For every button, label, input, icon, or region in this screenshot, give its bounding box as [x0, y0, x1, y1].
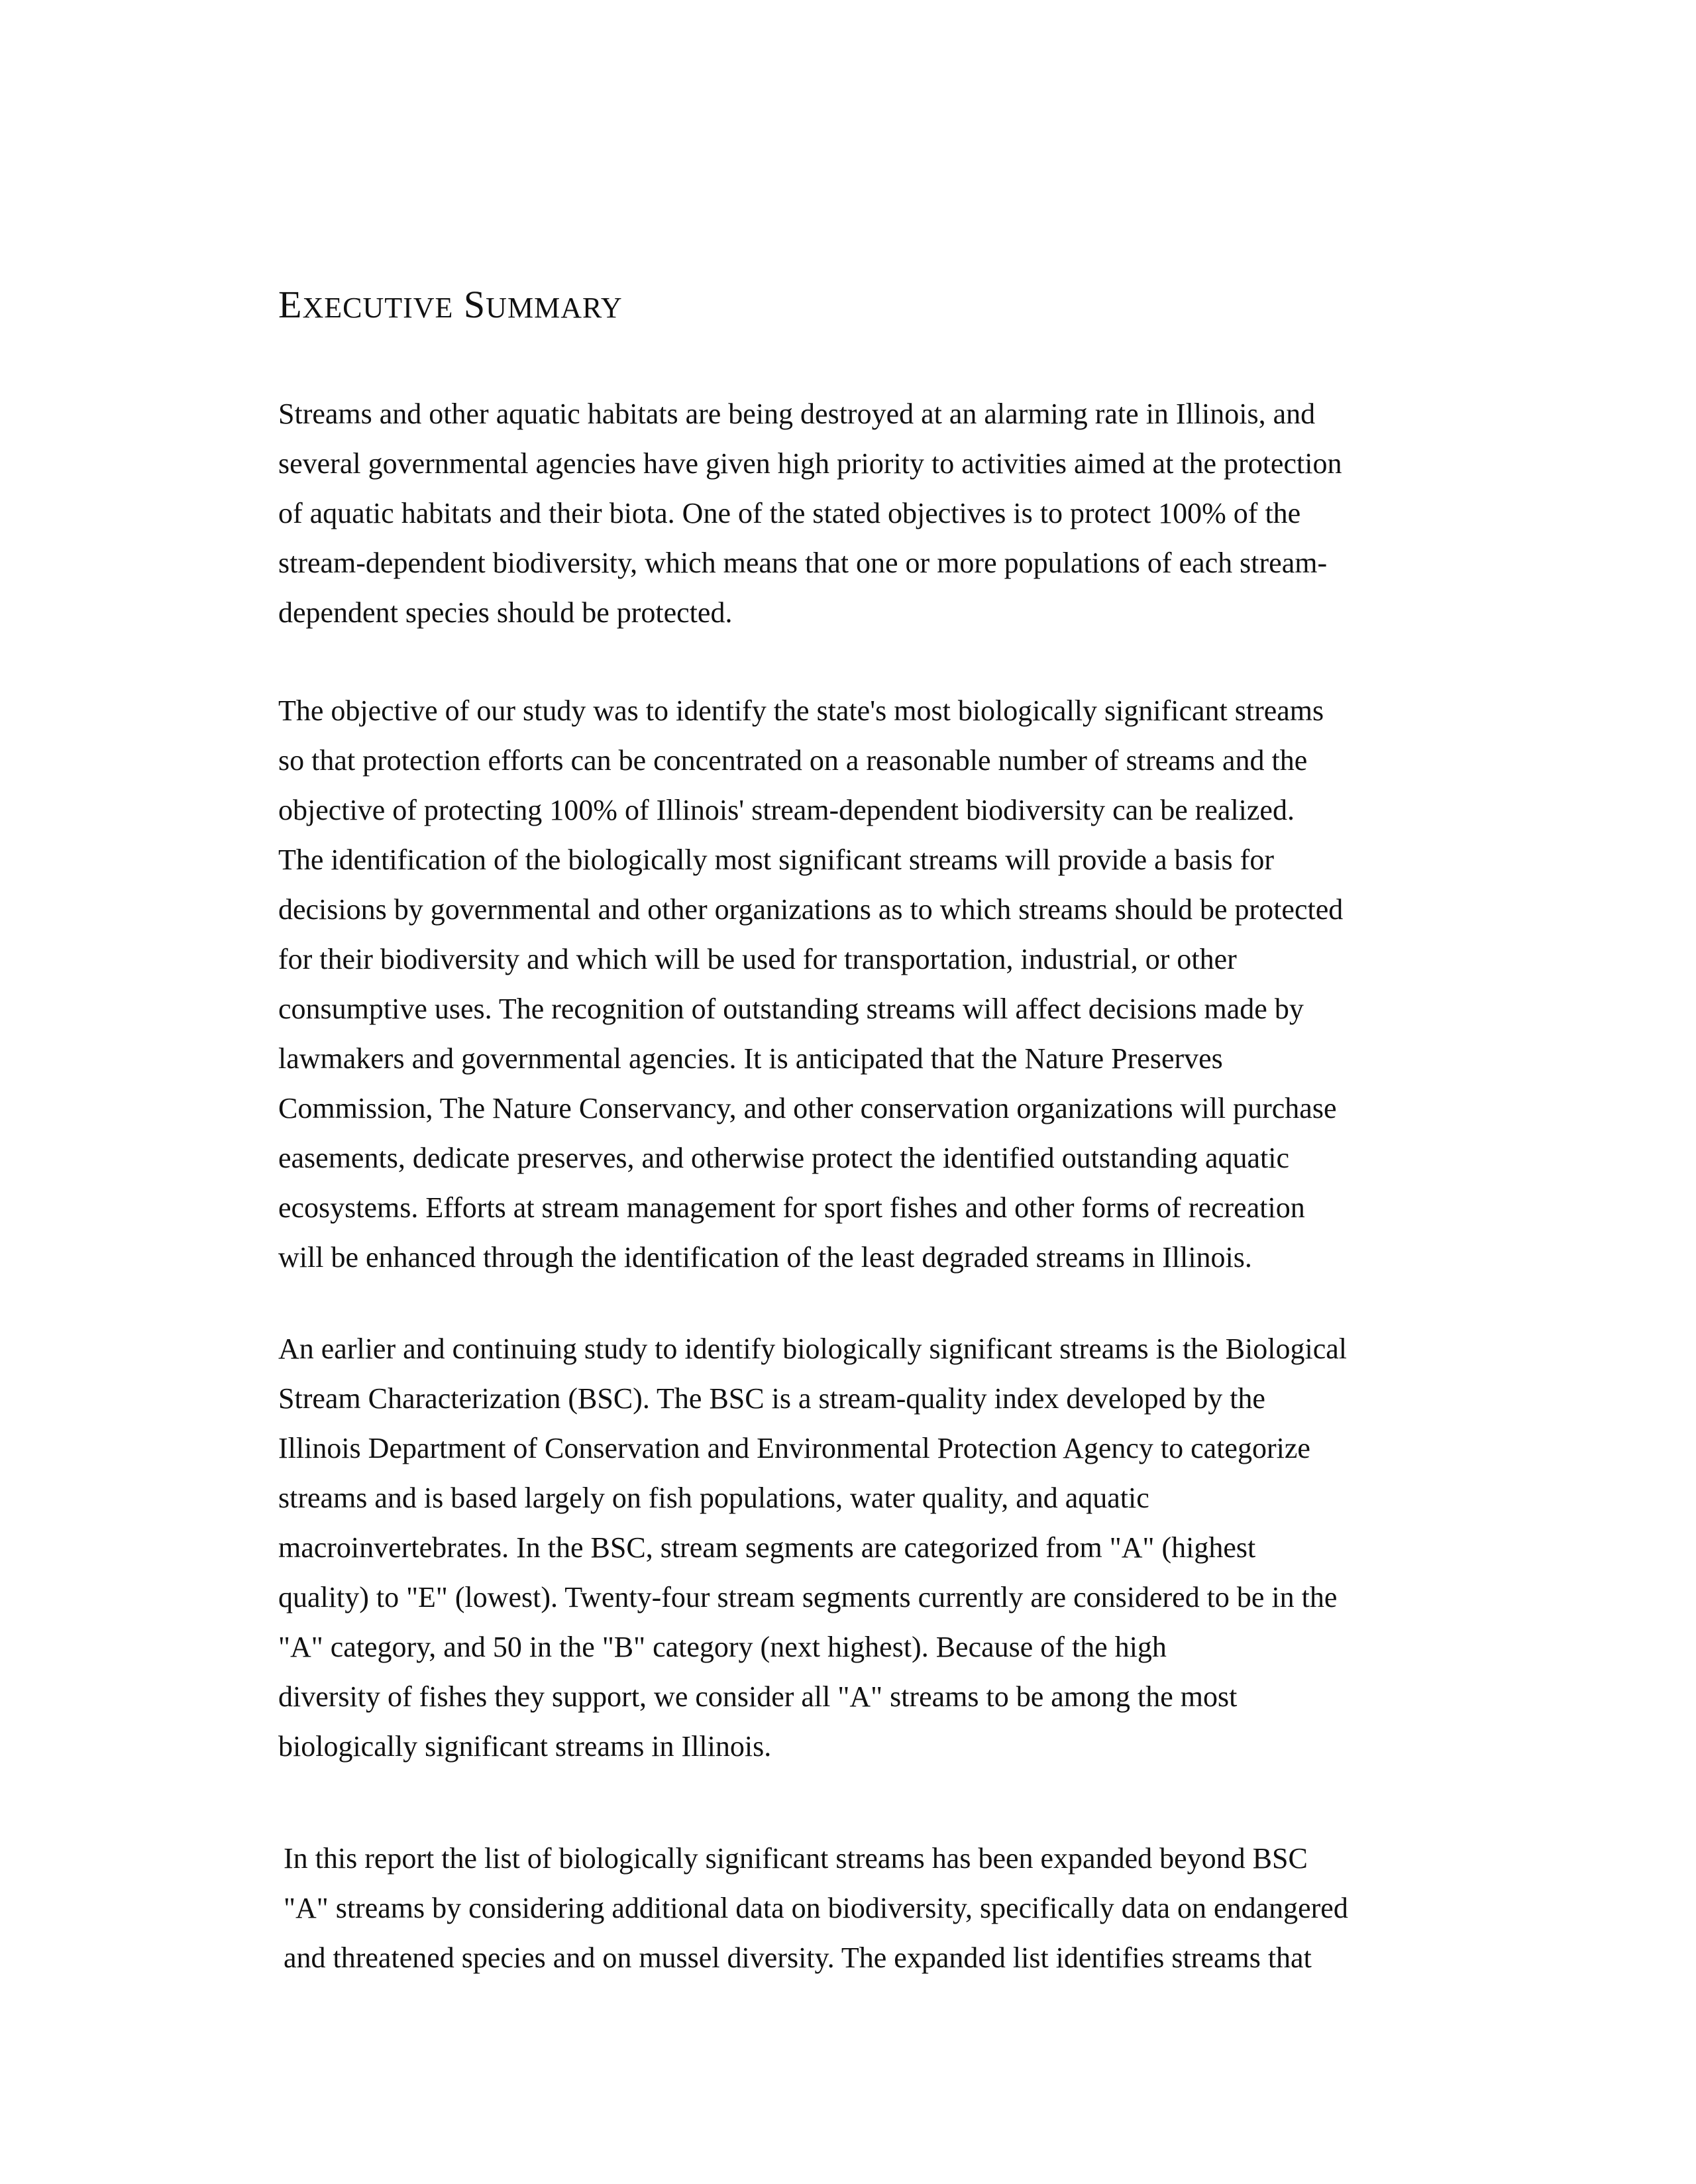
paragraph-line: lawmakers and governmental agencies. It is anticipated that the Nature Preserves — [278, 1042, 1223, 1075]
paragraph-line: macroinvertebrates. In the BSC, stream segments are categorized from "A" (highest — [278, 1531, 1256, 1564]
paragraph-line: Stream Characterization (BSC). The BSC is a stream-quality index developed by the — [278, 1382, 1265, 1415]
paragraph-line: for their biodiversity and which will be used for transportation, industrial, or other — [278, 943, 1237, 975]
title-rest-1: XECUTIVE — [302, 292, 454, 324]
paragraph-line: An earlier and continuing study to identify biologically significant streams is the Biological — [278, 1333, 1348, 1365]
paragraph-line: ecosystems. Efforts at stream management for sport fishes and other forms of recreation — [278, 1191, 1305, 1224]
paragraph-line: "A" category, and 50 in the "B" category (next highest). Because of the high — [278, 1631, 1167, 1663]
paragraph-line: dependent species should be protected. — [278, 596, 733, 629]
paragraph-line: objective of protecting 100% of Illinois' stream-dependent biodiversity can be realized. — [278, 794, 1295, 826]
paragraph-line: decisions by governmental and other organizations as to which streams should be protected — [278, 893, 1344, 926]
paragraph-line: stream-dependent biodiversity, which means that one or more populations of each stream- — [278, 547, 1328, 579]
paragraph-line: Streams and other aquatic habitats are being destroyed at an alarming rate in Illinois, and — [278, 398, 1316, 430]
paragraph-line: will be enhanced through the identification of the least degraded streams in Illinois. — [278, 1241, 1252, 1274]
paragraph-line: consumptive uses. The recognition of outstanding streams will affect decisions made by — [278, 993, 1304, 1025]
paragraph-line: so that protection efforts can be concentrated on a reasonable number of streams and the — [278, 744, 1308, 777]
paragraph-line: biologically significant streams in Illinois. — [278, 1730, 772, 1763]
paragraph-1 — [278, 389, 1550, 637]
paragraph-line: The identification of the biologically most significant streams will provide a basis for — [278, 844, 1274, 876]
title-initial-2: S — [463, 283, 486, 326]
paragraph-line: In this report the list of biologically significant streams has been expanded beyond BSC — [284, 1842, 1308, 1875]
paragraph-line: quality) to "E" (lowest). Twenty-four stream segments currently are considered to be in the — [278, 1581, 1338, 1613]
paragraph-3 — [278, 1324, 1550, 1771]
paragraph-4 — [284, 1833, 1556, 1983]
paragraph-line: The objective of our study was to identify the state's most biologically significant streams — [278, 694, 1324, 727]
paragraph-line: several governmental agencies have given high priority to activities aimed at the protection — [278, 447, 1342, 480]
paragraph-line: and threatened species and on mussel diversity. The expanded list identifies streams that — [284, 1941, 1312, 1974]
paragraph-line: streams and is based largely on fish populations, water quality, and aquatic — [278, 1482, 1149, 1514]
page-title — [278, 278, 623, 335]
paragraph-2 — [278, 686, 1550, 1282]
paragraph-line: easements, dedicate preserves, and otherwise protect the identified outstanding aquatic — [278, 1142, 1289, 1174]
paragraph-line: Illinois Department of Conservation and Environmental Protection Agency to categorize — [278, 1432, 1310, 1464]
paragraph-line: Commission, The Nature Conservancy, and other conservation organizations will purchase — [278, 1092, 1337, 1124]
paragraph-line: of aquatic habitats and their biota. One of the stated objectives is to protect 100% of the — [278, 497, 1301, 529]
paragraph-line: "A" streams by considering additional data on biodiversity, specifically data on endangered — [284, 1892, 1348, 1924]
title-initial-1: E — [278, 283, 303, 326]
paragraph-line: diversity of fishes they support, we consider all "A" streams to be among the most — [278, 1680, 1238, 1713]
title-rest-2: UMMARY — [486, 292, 623, 324]
